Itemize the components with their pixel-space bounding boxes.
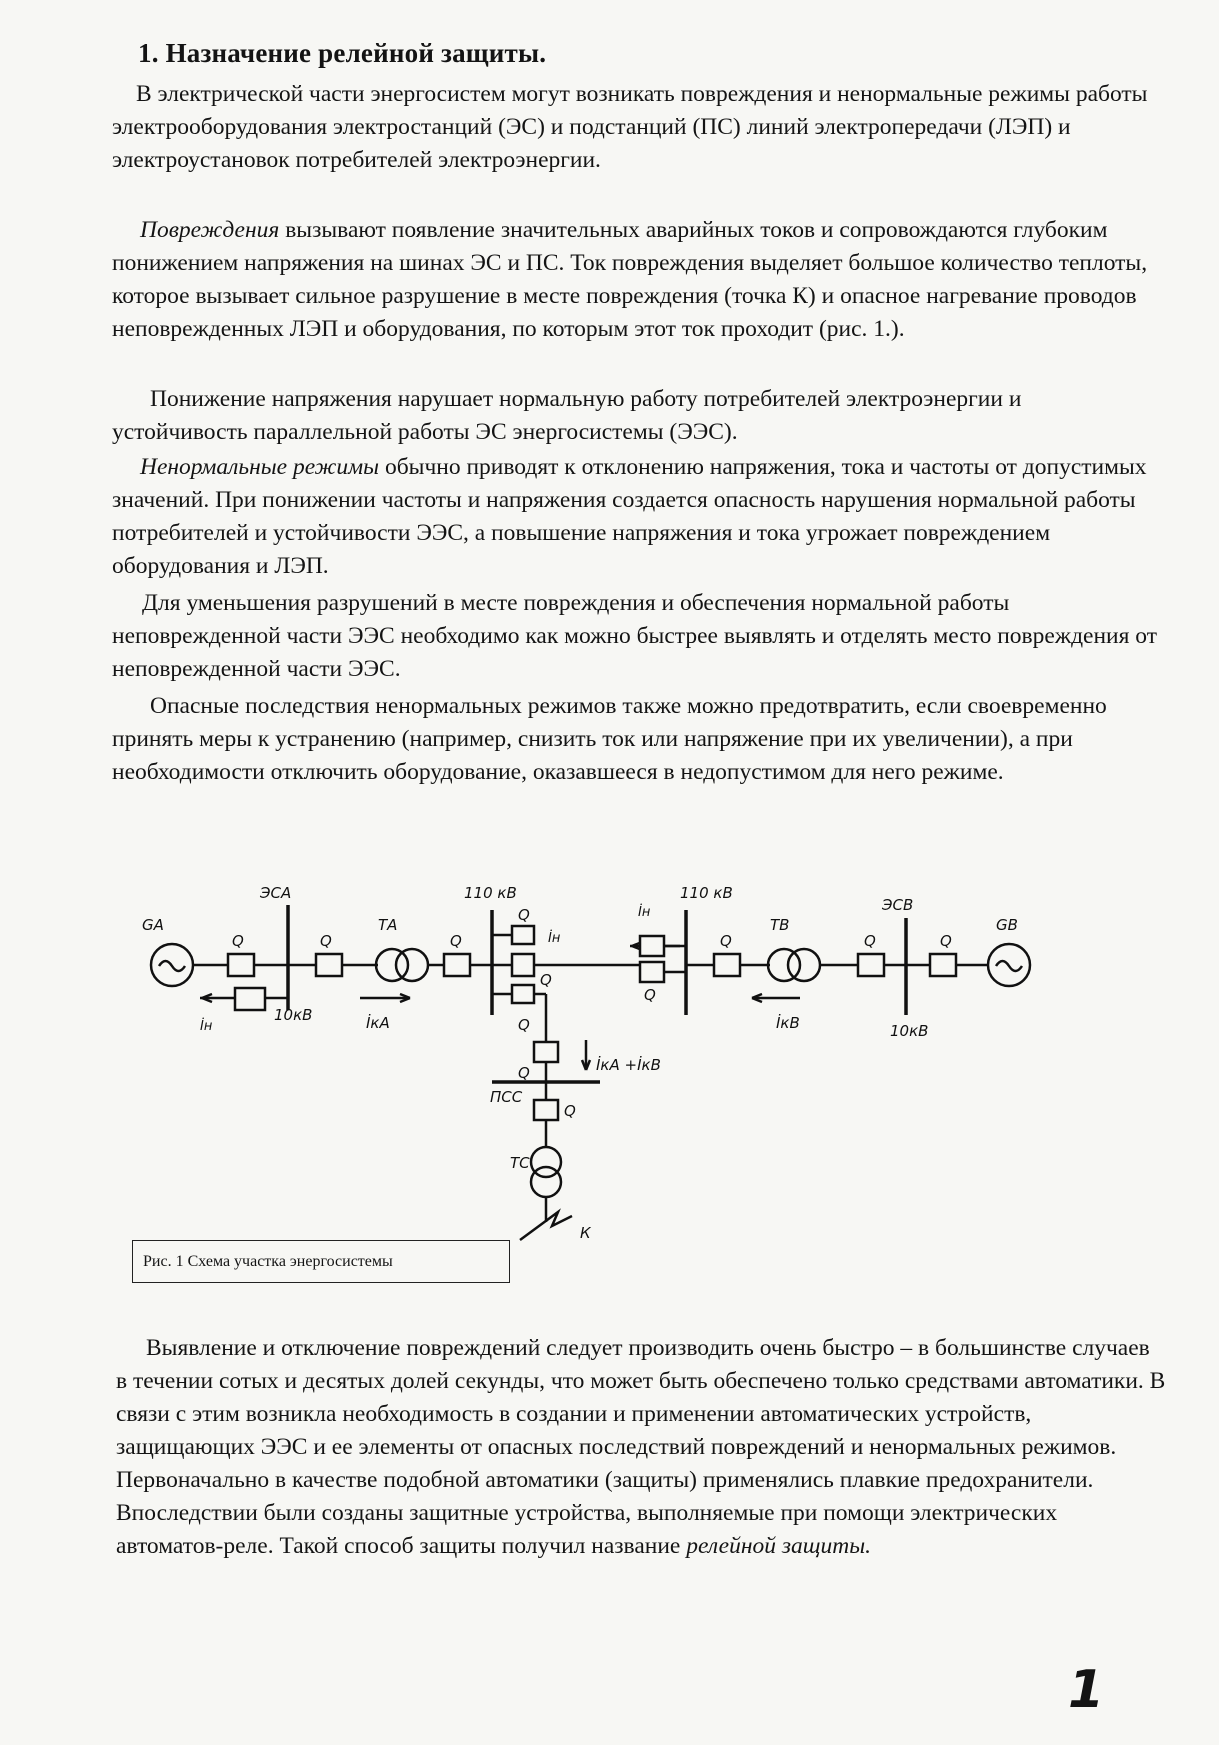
term-abnormal-modes: Ненормальные режимы (140, 454, 380, 480)
label-q-tb: Q (720, 932, 732, 950)
label-in-left: İн (200, 1019, 213, 1034)
label-q-pss-in: Q (518, 1064, 530, 1082)
label-q-esb: Q (864, 932, 876, 950)
transformer-ta-symbol (376, 949, 408, 981)
page-number: 1 (1068, 1660, 1105, 1720)
label-q-right: Q (644, 986, 656, 1004)
paragraph-consequences: Опасные последствия ненормальных режимов также можно предотвратить, если своевременно принять меры к устранению (например, снизить ток или напряжение при их увеличении), а при необходимости отключить оборудование, оказавшееся в недопустимом для него режиме. (112, 693, 1107, 785)
label-q-top: Q (518, 906, 530, 924)
paragraph-damages (112, 214, 1157, 346)
paragraph-relay-protection-text: Выявление и отключение повреждений следует производить очень быстро – в большинстве случаев в течении сотых и десятых долей секунды, что может быть обеспечено только средствами автоматики. В связи с этим возникла необходимость в создании и применении автоматических устройств, защищающих ЭЭС и ее элементы от опасных последствий повреждений и ненормальных режимов. Первоначально в качестве подобной автоматики (защиты) применялись плавкие предохранители. Впоследствии были созданы защитные устройства, выполняемые при помощи электрических автоматов-реле. Такой способ защиты получил название (116, 1335, 1166, 1559)
label-ik-sum: İкА +İкВ (596, 1056, 661, 1074)
figure-caption: Рис. 1 Схема участка энергосистемы (132, 1240, 510, 1283)
power-system-diagram (120, 870, 1120, 1300)
term-damages: Повреждения (140, 217, 280, 243)
label-q-ga: Q (232, 932, 244, 950)
paragraph-fault-isolation: Для уменьшения разрушений в месте повреждения и обеспечения нормальной работы неповрежденной части ЭЭС необходимо как можно быстрее выявлять и отделять место повреждения от неповрежденной части ЭЭС. (112, 590, 1158, 682)
label-q-bottom: Q (518, 1016, 530, 1034)
label-q-ta: Q (450, 932, 462, 950)
label-esa: ЭСА (260, 884, 292, 902)
label-ga: GA (142, 916, 164, 934)
transformer-tb-symbol (768, 949, 800, 981)
label-ta: ТА (378, 916, 398, 934)
label-10kv-esb: 10кВ (890, 1022, 929, 1040)
label-tb: ТВ (770, 916, 790, 934)
label-ik-a: İкА (366, 1014, 390, 1032)
paragraph-intro: В электрической части энергосистем могут возникать повреждения и ненормальные режимы работы электрооборудования электростанций (ЭС) и подстанций (ПС) линий электропередачи (ЛЭП) и электроустановок потребителей электроэнергии. (112, 81, 1148, 173)
paragraph-damages-text: вызывают появление значительных аварийных токов и сопровождаются глубоким понижением напряжения на шинах ЭС и ПС. Ток повреждения выделяет большое количество теплоты, которое вызывает сильное разрушение в месте повреждения (точка К) и опасное нагревание проводов неповрежденных ЛЭП и оборудования, по которым этот ток проходит (рис. 1.). (112, 217, 1148, 342)
label-10kv-esa: 10кВ (274, 1006, 313, 1024)
label-q-pss-out: Q (564, 1102, 576, 1120)
label-110kv-right: 110 кВ (680, 884, 733, 902)
sine-icon (159, 961, 185, 971)
paragraph-relay-protection (116, 1332, 1166, 1563)
label-q-mid: Q (540, 971, 552, 989)
label-in-mid: İн (548, 931, 561, 946)
label-q-gb: Q (940, 932, 952, 950)
term-relay-protection: релейной защиты. (686, 1533, 872, 1559)
label-gb: GB (996, 916, 1018, 934)
paragraph-voltage-drop: Понижение напряжения нарушает нормальную работу потребителей электроэнергии и устойчивость параллельной работы ЭС энергосистемы (ЭЭС). (112, 386, 1022, 445)
paragraph-abnormal-modes (112, 451, 1157, 583)
label-k: К (580, 1224, 591, 1242)
label-ts: ТС (510, 1154, 530, 1172)
label-110kv-left: 110 кВ (464, 884, 517, 902)
paragraph-abnormal-modes-text: обычно приводят к отклонению напряжения, тока и частоты от допустимых значений. При понижении частоты и напряжения создается опасность нарушения нормальной работы потребителей и устойчивости ЭЭС, а повышение напряжения и тока угрожает повреждением оборудования и ЛЭП. (112, 454, 1147, 579)
section-heading: 1. Назначение релейной защиты. (138, 38, 547, 68)
label-pss: ПСС (490, 1088, 523, 1106)
label-ik-b: İкВ (776, 1014, 800, 1032)
label-esb: ЭСВ (882, 896, 914, 914)
label-q-esa: Q (320, 932, 332, 950)
label-in-right: İн (638, 905, 651, 920)
